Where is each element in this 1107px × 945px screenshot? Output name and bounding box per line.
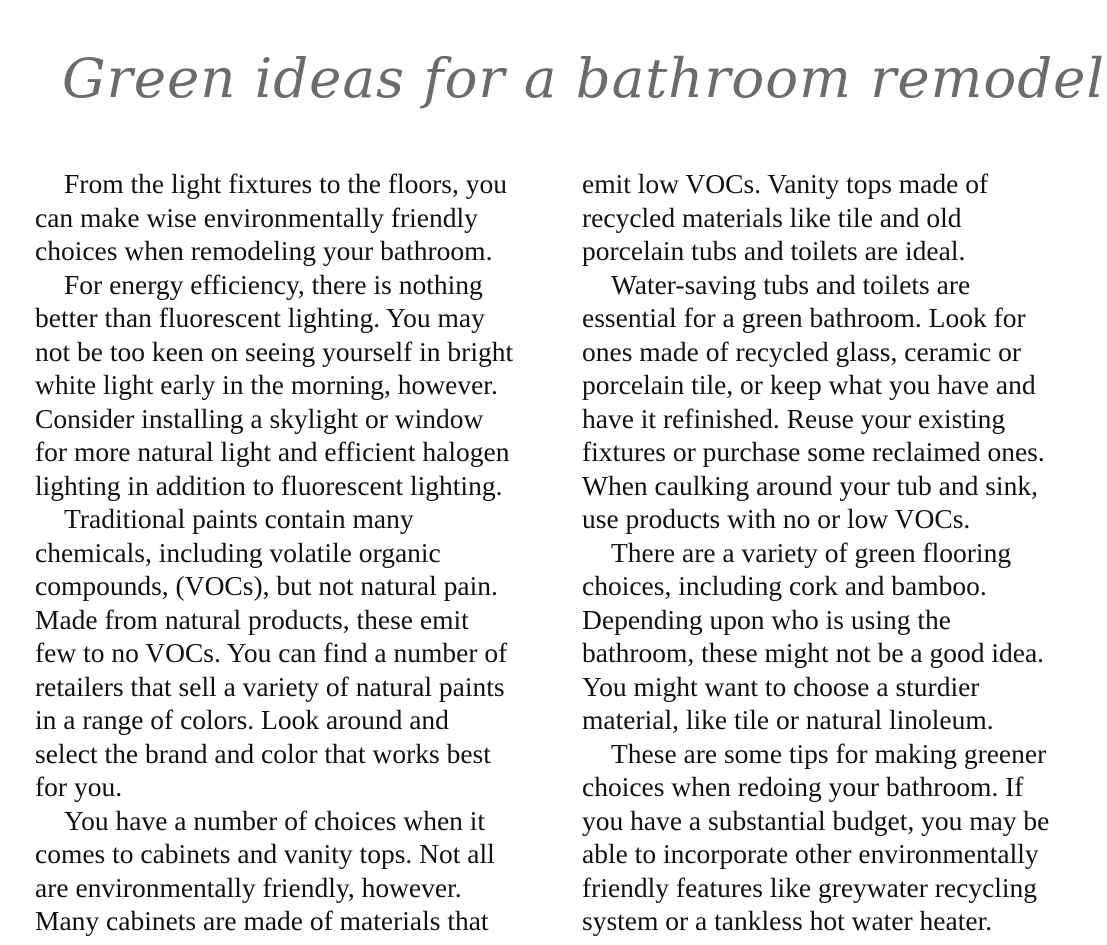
text-line: You have a number of choices when it xyxy=(64,804,486,836)
text-line: recycled materials like tile and old xyxy=(582,201,962,233)
text-line: friendly features like greywater recycling xyxy=(582,871,1038,903)
text-line: For energy efficiency, there is nothing xyxy=(64,268,483,300)
text-line: These are some tips for making greener xyxy=(611,737,1047,769)
text-line: Consider installing a skylight or window xyxy=(35,402,484,434)
text-line: material, like tile or natural linoleum. xyxy=(582,704,994,735)
text-line: white light early in the morning, however. xyxy=(35,369,498,400)
text-line: From the light fixtures to the floors, you xyxy=(64,168,508,199)
text-line: There are a variety of green flooring xyxy=(611,536,1012,568)
text-line: ones made of recycled glass, ceramic or xyxy=(582,335,1022,367)
text-line: use products with no or low VOCs. xyxy=(582,503,971,534)
text-line: for more natural light and efficient halogen xyxy=(35,436,510,467)
article-column-right xyxy=(582,167,1107,938)
text-line: in a range of colors. Look around and xyxy=(35,704,449,735)
text-line: for you. xyxy=(35,771,123,802)
text-line: Many cabinets are made of materials that xyxy=(35,905,489,936)
text-line: When caulking around your tub and sink, xyxy=(582,469,1038,501)
text-line: few to no VOCs. You can find a number of xyxy=(35,637,508,668)
text-line: essential for a green bathroom. Look for xyxy=(582,302,1026,333)
article-title: Green ideas for a bathroom remodel xyxy=(62,46,1105,110)
text-line: lighting in addition to fluorescent lighting. xyxy=(35,469,503,501)
text-line: Traditional paints contain many xyxy=(64,503,414,534)
text-line: porcelain tubs and toilets are ideal. xyxy=(582,235,966,266)
article-column-left xyxy=(35,167,567,938)
text-line: are environmentally friendly, however. xyxy=(35,871,462,903)
text-line: choices when remodeling your bathroom. xyxy=(35,235,493,266)
text-line: retailers that sell a variety of natural paints xyxy=(35,670,505,702)
text-line: system or a tankless hot water heater. xyxy=(582,905,993,936)
text-line: You might want to choose a sturdier xyxy=(582,670,980,702)
text-line: better than fluorescent lighting. You may xyxy=(35,302,485,333)
text-line: fixtures or purchase some reclaimed ones. xyxy=(582,436,1045,467)
text-line: comes to cabinets and vanity tops. Not all xyxy=(35,838,495,869)
text-line: you have a substantial budget, you may be xyxy=(582,804,1050,836)
text-line: porcelain tile, or keep what you have and xyxy=(582,369,1036,400)
text-line: emit low VOCs. Vanity tops made of xyxy=(582,168,989,199)
text-line: Depending upon who is using the xyxy=(582,603,951,635)
text-line: bathroom, these might not be a good idea. xyxy=(582,637,1045,668)
text-line: chemicals, including volatile organic xyxy=(35,536,441,568)
text-line: choices, including cork and bamboo. xyxy=(582,570,987,601)
text-line: not be too keen on seeing yourself in bright xyxy=(35,335,514,367)
text-line: Water-saving tubs and toilets are xyxy=(611,268,971,300)
text-line: Made from natural products, these emit xyxy=(35,603,469,635)
text-line: compounds, (VOCs), but not natural pain. xyxy=(35,570,498,601)
text-line: can make wise environmentally friendly xyxy=(35,201,478,233)
text-line: have it refinished. Reuse your existing xyxy=(582,402,1006,434)
text-line: able to incorporate other environmentally xyxy=(582,838,1039,869)
text-line: choices when redoing your bathroom. If xyxy=(582,771,1024,802)
text-line: select the brand and color that works best xyxy=(35,737,491,769)
